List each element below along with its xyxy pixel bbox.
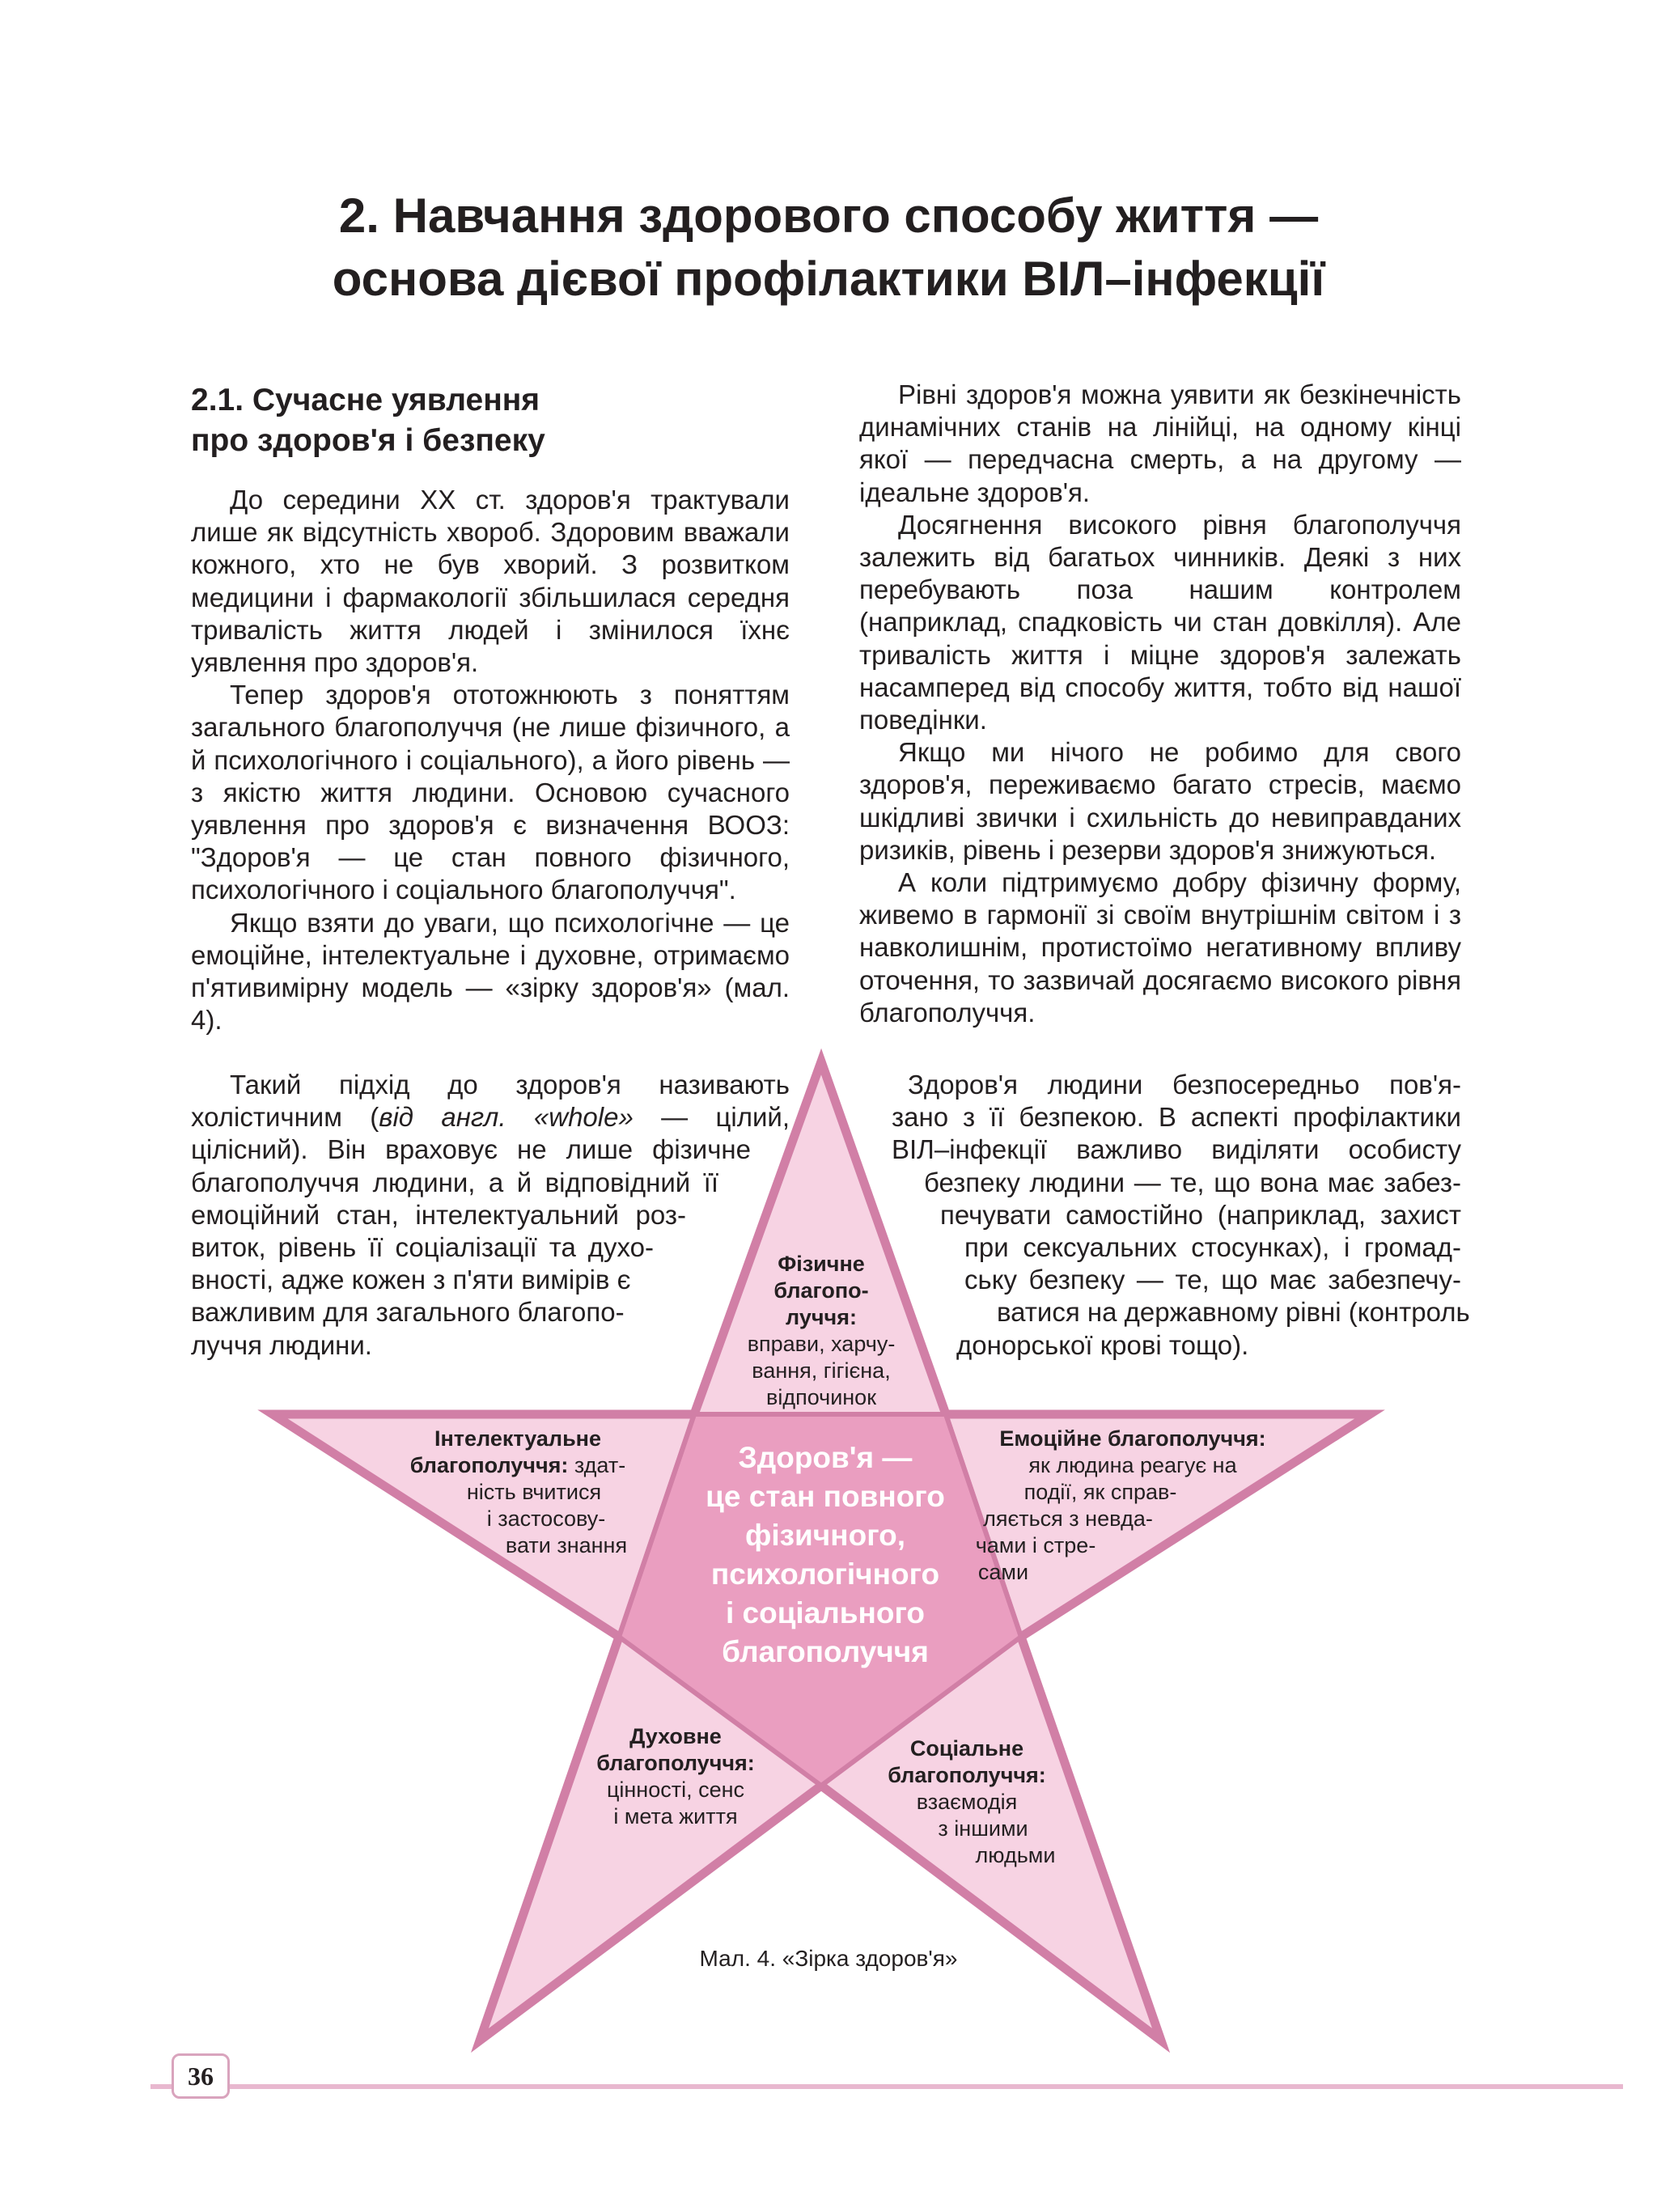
label-text-line: події, як справ-: [1023, 1480, 1177, 1504]
text-line: благополуччя людини, а й відповідний її: [191, 1167, 718, 1197]
paragraph: До середини XX ст. здоров'я трактували лише як відсутність хвороб. Здоровим вважали кожного, хто не був хворий. З розвитком медицини і фармакології збільшилася середня тривалість життя людей і змінилося їхнє уявлення про здоров'я.: [191, 485, 790, 678]
text-line: важливим для загального благопо-: [191, 1297, 625, 1328]
label-text-line: ність вчитися: [466, 1480, 602, 1504]
label-text-line: і мета життя: [613, 1804, 738, 1829]
paragraph: А коли підтримуємо добру фізичну форму, живемо в гармонії зі своїм внутрішнім світом і з навколишнім, протистоїмо негативному впливу оточення, то зазвичай досягаємо високого рівня благополуччя.: [859, 867, 1461, 1028]
center-text-line: фізичного,: [744, 1519, 906, 1552]
italic-fragment: від англ. «whole»: [379, 1102, 634, 1133]
text-line: [191, 1101, 790, 1134]
center-text-line: це стан повного: [706, 1480, 945, 1513]
label-text-line: з іншими: [938, 1816, 1028, 1841]
label-text-line: сами: [977, 1560, 1029, 1584]
figure-caption: Мал. 4. «Зірка здоров'я»: [699, 1946, 958, 1971]
star-label-social: [841, 1735, 1092, 1869]
text-line: зано з її безпекою. В аспекті профілактики: [892, 1102, 1461, 1133]
label-title-line: луччя:: [786, 1305, 857, 1329]
label-text-fragment: здат-: [568, 1453, 626, 1477]
label-text-line: ляється з невда-: [983, 1506, 1153, 1531]
label-title-fragment: благополуччя:: [409, 1453, 569, 1477]
text-line: Здоров'я людини безпосередньо пов'я-: [908, 1070, 1461, 1100]
label-text-line: як людина реагує на: [1028, 1453, 1237, 1477]
page-number: 36: [172, 2053, 230, 2099]
text-line: вності, адже кожен з п'яти вимірів є: [191, 1265, 631, 1295]
center-text-line: Здоров'я —: [738, 1441, 913, 1474]
label-mixed-line: [380, 1452, 655, 1479]
center-text-line: і соціального: [725, 1596, 926, 1629]
text-fragment: — цілий,: [633, 1102, 790, 1133]
text-line: емоційний стан, інтелектуальний роз-: [191, 1199, 686, 1230]
section-title-line2: про здоров'я і безпеку: [191, 423, 545, 458]
label-text-line: взаємодія: [916, 1790, 1018, 1814]
label-text-line: відпочинок: [765, 1385, 877, 1409]
text-line: Такий підхід до здоров'я називають: [230, 1070, 790, 1100]
right-wrapped-paragraph: [859, 1069, 1470, 1362]
section-title-line1: 2.1. Сучасне уявлення: [191, 383, 540, 417]
star-label-emotional: [963, 1426, 1303, 1586]
left-wrapped-paragraph: [191, 1069, 790, 1362]
label-title-line: благополуччя:: [596, 1751, 755, 1775]
label-title-line: благополуччя:: [888, 1763, 1046, 1787]
label-title-line: Духовне: [629, 1724, 722, 1748]
footer-bar: [150, 2084, 1623, 2089]
label-title-line: Інтелектуальне: [434, 1426, 602, 1451]
text-line: при сексуальних стосунках), і громад-: [964, 1232, 1461, 1263]
label-title-line: Емоційне благополуччя:: [999, 1426, 1266, 1451]
chapter-title-line2: основа дієвої профілактики ВІЛ–інфекції: [332, 252, 1325, 306]
text-line: ську безпеку — те, що має забезпечу-: [964, 1265, 1461, 1295]
paragraph: Тепер здоров'я ототожнюють з поняттям загального благополуччя (не лише фізичного, а й психологічного і соціального), а його рівень — з якістю життя людини. Основою сучасного уявлення про здоров'я є визначення ВООЗ: "Здоров'я — це стан повного фізичного, психологічного і соціального благополуччя".: [191, 680, 790, 905]
text-line: цілісний). Він враховує не лише фізичне: [191, 1134, 751, 1165]
text-line: донорської крові тощо).: [956, 1329, 1249, 1360]
chapter-title-line1: 2. Навчання здорового способу життя —: [338, 189, 1319, 243]
paragraph: Якщо ми нічого не робимо для свого здоров'я, переживаємо багато стресів, маємо шкідливі звички і схильність до невиправданих ризиків, рівень і резерви здоров'я знижуються.: [859, 737, 1461, 865]
text-line: ватися на державному рівні (контроль: [997, 1297, 1470, 1328]
star-label-physical: [712, 1251, 930, 1411]
label-text-line: вати знання: [505, 1533, 628, 1557]
text-line: виток, рівень її соціалізації та духо-: [191, 1232, 654, 1263]
label-text-line: цінності, сенс: [606, 1778, 745, 1802]
label-text-line: вправи, харчу-: [747, 1332, 896, 1356]
label-title-line: Фізичне: [778, 1252, 865, 1276]
label-title-line: Соціальне: [909, 1736, 1024, 1761]
text-line: безпеку людини — те, що вона має забез-: [924, 1167, 1461, 1197]
center-text-line: благополуччя: [722, 1635, 929, 1668]
text-fragment: холістичним (: [191, 1102, 379, 1133]
text-line: луччя людини.: [191, 1329, 372, 1360]
text-line: ВІЛ–інфекції важливо виділяти особисту: [892, 1134, 1461, 1165]
paragraph: Якщо взяти до уваги, що психологічне — це емоційне, інтелектуальне і духовне, отримаємо п'ятивимірну модель — «зірку здоров'я» (мал. 4).: [191, 907, 790, 1036]
label-text-line: людьми: [975, 1843, 1056, 1867]
label-text-line: чами і стре-: [975, 1533, 1096, 1557]
star-label-intellectual: [380, 1426, 655, 1559]
text-line: печувати самостійно (наприклад, захист: [940, 1199, 1461, 1230]
star-label-spiritual: [550, 1723, 801, 1830]
center-text-line: психологічного: [710, 1557, 940, 1591]
label-text-line: вання, гігієна,: [752, 1358, 891, 1383]
paragraph: Рівні здоров'я можна уявити як безкінечність динамічних станів на лінійці, на одному кінці якої — передчасна смерть, а на другому — ідеальне здоров'я.: [859, 379, 1461, 507]
label-text-line: і застосову-: [486, 1506, 606, 1531]
label-title-line: благопо-: [773, 1278, 869, 1303]
paragraph: Досягнення високого рівня благополуччя залежить від багатьох чинників. Деякі з них перебувають поза нашим контролем (наприклад, спадковість чи стан довкілля). Але тривалість життя і міцне здоров'я залежать насамперед від способу життя, тобто від нашої поведінки.: [859, 509, 1461, 735]
